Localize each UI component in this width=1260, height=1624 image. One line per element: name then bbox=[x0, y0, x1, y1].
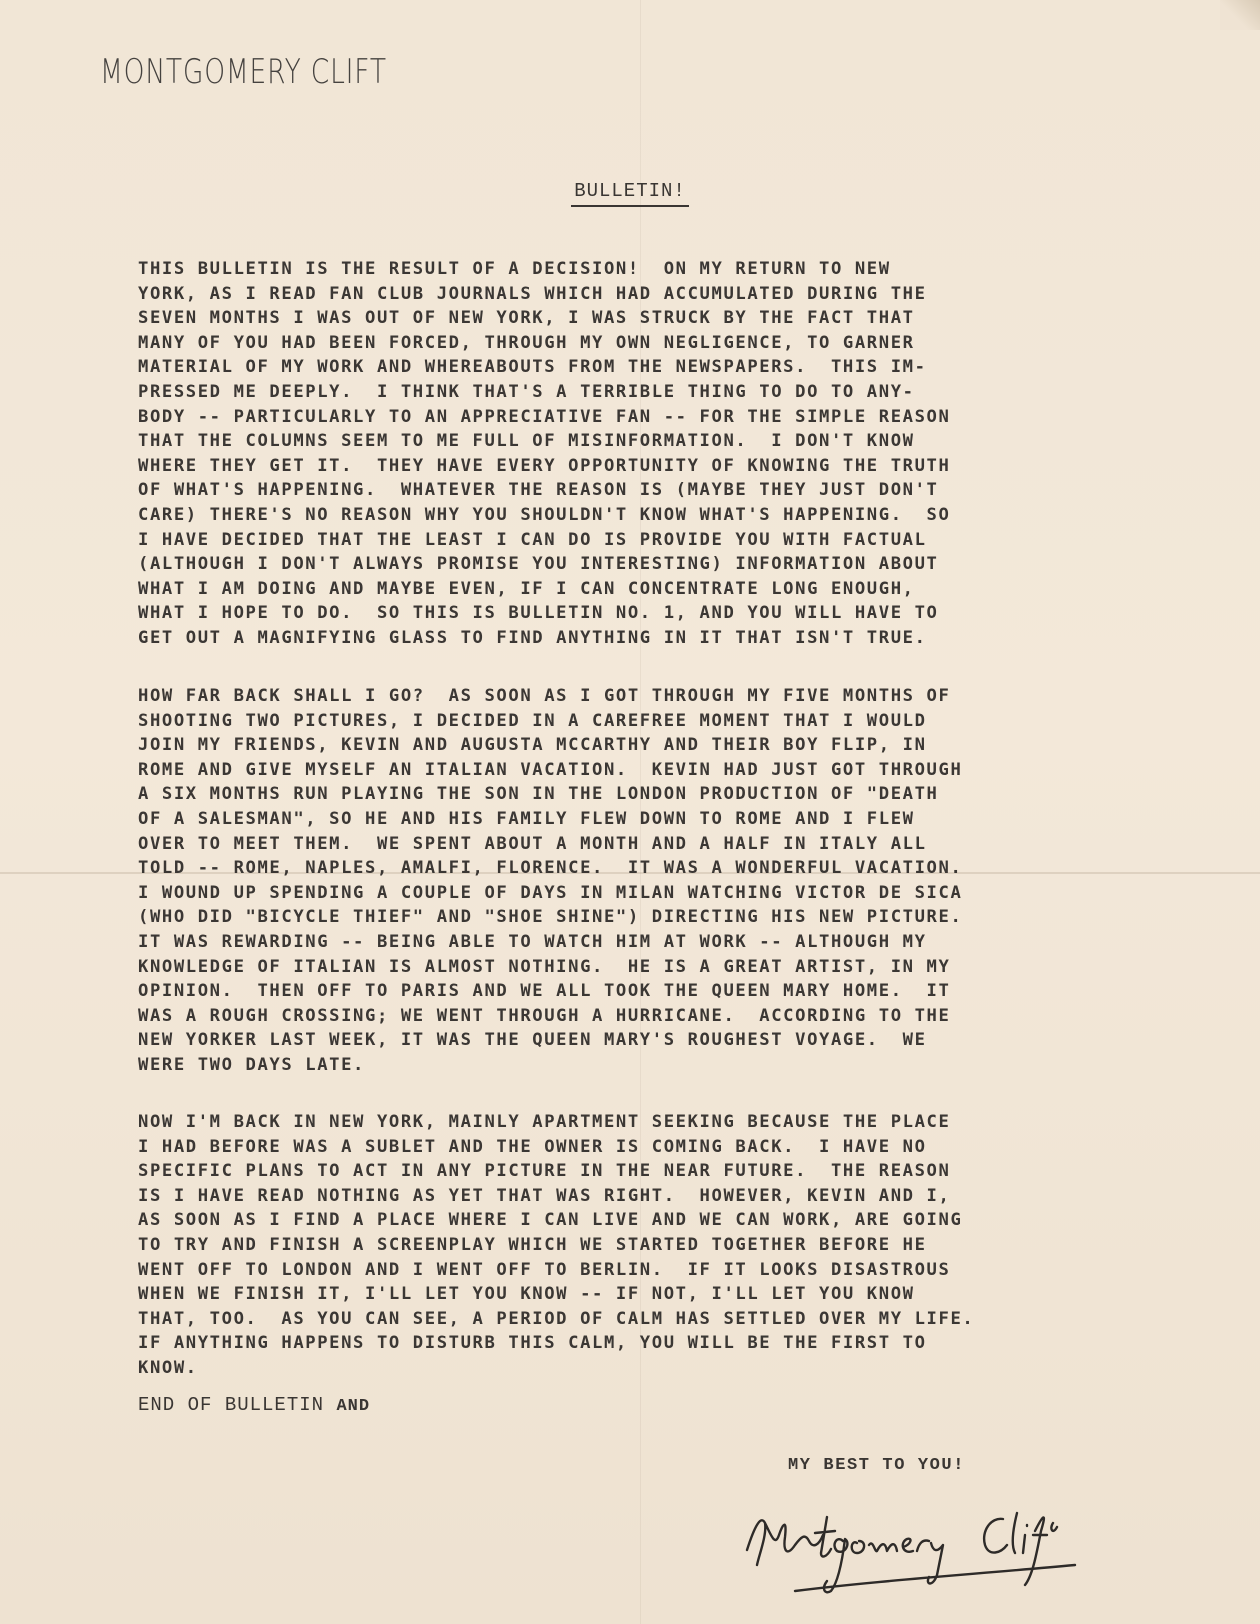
torn-corner bbox=[1220, 0, 1260, 30]
bulletin-title bbox=[0, 180, 1260, 202]
signoff: MY BEST TO YOU! bbox=[788, 1456, 966, 1475]
closing-end-text: END OF BULLETIN bbox=[138, 1394, 325, 1416]
closing-line bbox=[138, 1394, 370, 1416]
paragraph-1: THIS BULLETIN IS THE RESULT OF A DECISION! ON MY RETURN TO NEW YORK, AS I READ FAN CLUB JOURNALS WHICH HAD ACCUMULATED DURING THE SEVEN MONTHS I WAS OUT OF NEW YORK, I WAS STRUCK BY THE FACT THAT MANY OF YOU HAD BEEN FORCED, THROUGH MY OWN NEGLIGENCE, TO GARNER MATERIAL OF MY WORK AND WHEREABOUTS FROM THE NEWSPAPERS. THIS IM- PRESSED ME DEEPLY. I THINK THAT'S A TERRIBLE THING TO DO TO ANY- BODY -- PARTICULARLY TO AN APPRECIATIVE FAN -- FOR THE SIMPLE REASON THAT THE COLUMNS SEEM TO ME FULL OF MISINFORMATION. I DON'T KNOW WHERE THEY GET IT. THEY HAVE EVERY OPPORTUNITY OF KNOWING THE TRUTH OF WHAT'S HAPPENING. WHATEVER THE REASON IS (MAYBE THEY JUST DON'T CARE) THERE'S NO REASON WHY YOU SHOULDN'T KNOW WHAT'S HAPPENING. SO I HAVE DECIDED THAT THE LEAST I CAN DO IS PROVIDE YOU WITH FACTUAL (ALTHOUGH I DON'T ALWAYS PROMISE YOU INTERESTING) INFORMATION ABOUT WHAT I AM DOING AND MAYBE EVEN, IF I CAN CONCENTRATE LONG ENOUGH, WHAT I HOPE TO DO. SO THIS IS BULLETIN NO. 1, AND YOU WILL HAVE TO GET OUT A MAGNIFYING GLASS TO FIND ANYTHING IN IT THAT ISN'T TRUE. bbox=[138, 259, 951, 648]
letterhead: MONTGOMERY CLIFT bbox=[100, 52, 387, 92]
paragraph-2: HOW FAR BACK SHALL I GO? AS SOON AS I GOT THROUGH MY FIVE MONTHS OF SHOOTING TWO PICTURES, I DECIDED IN A CAREFREE MOMENT THAT I WOULD JOIN MY FRIENDS, KEVIN AND AUGUSTA MCCARTHY AND THEIR BOY FLIP, IN ROME AND GIVE MYSELF AN ITALIAN VACATION. KEVIN HAD JUST GOT THROUGH A SIX MONTHS RUN PLAYING THE SON IN THE LONDON PRODUCTION OF "DEATH OF A SALESMAN", SO HE AND HIS FAMILY FLEW DOWN TO ROME AND I FLEW OVER TO MEET THEM. WE SPENT ABOUT A MONTH AND A HALF IN ITALY ALL TOLD -- ROME, NAPLES, AMALFI, FLORENCE. IT WAS A WONDERFUL VACATION. I WOUND UP SPENDING A COUPLE OF DAYS IN MILAN WATCHING VICTOR DE SICA (WHO DID "BICYCLE THIEF" AND "SHOE SHINE") DIRECTING HIS NEW PICTURE. IT WAS REWARDING -- BEING ABLE TO WATCH HIM AT WORK -- ALTHOUGH MY KNOWLEDGE OF ITALIAN IS ALMOST NOTHING. HE IS A GREAT ARTIST, IN MY OPINION. THEN OFF TO PARIS AND WE ALL TOOK THE QUEEN MARY HOME. IT WAS A ROUGH CROSSING; WE WENT THROUGH A HURRICANE. ACCORDING TO THE NEW YORKER LAST WEEK, IT WAS THE QUEEN MARY'S ROUGHEST VOYAGE. WE WERE TWO DAYS LATE. bbox=[138, 686, 963, 1075]
closing-and-text: AND bbox=[336, 1397, 371, 1416]
paragraph-3: NOW I'M BACK IN NEW YORK, MAINLY APARTMENT SEEKING BECAUSE THE PLACE I HAD BEFORE WAS A SUBLET AND THE OWNER IS COMING BACK. I HAVE NO SPECIFIC PLANS TO ACT IN ANY PICTURE IN THE NEAR FUTURE. THE REASON IS I HAVE READ NOTHING AS YET THAT WAS RIGHT. HOWEVER, KEVIN AND I, AS SOON AS I FIND A PLACE WHERE I CAN LIVE AND WE CAN WORK, ARE GOING TO TRY AND FINISH A SCREENPLAY WHICH WE STARTED TOGETHER BEFORE HE WENT OFF TO LONDON AND I WENT OFF TO BERLIN. IF IT LOOKS DISASTROUS WHEN WE FINISH IT, I'LL LET YOU KNOW -- IF NOT, I'LL LET YOU KNOW THAT, TOO. AS YOU CAN SEE, A PERIOD OF CALM HAS SETTLED OVER MY LIFE. IF ANYTHING HAPPENS TO DISTURB THIS CALM, YOU WILL BE THE FIRST TO KNOW. bbox=[138, 1112, 975, 1378]
signature-image bbox=[735, 1495, 1115, 1605]
bulletin-title-text: BULLETIN! bbox=[571, 180, 689, 207]
